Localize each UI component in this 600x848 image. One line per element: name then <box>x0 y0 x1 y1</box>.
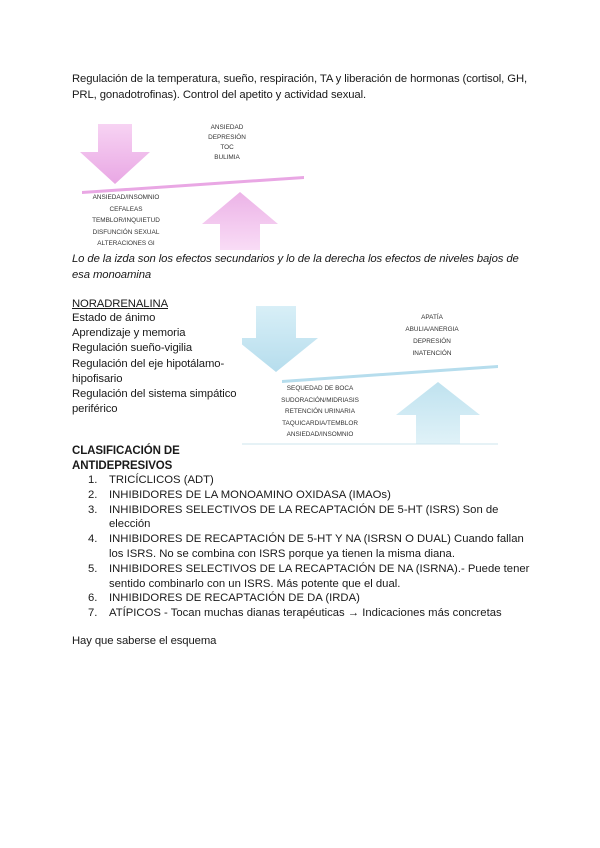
side-effect: RETENCIÓN URINARIA <box>285 408 355 415</box>
function-item: Aprendizaje y memoria <box>72 327 186 340</box>
low-level-effect: DEPRESIÓN <box>413 338 451 345</box>
function-item: Regulación del eje hipotálamo-hipofisario <box>72 357 225 385</box>
up-arrow <box>202 192 278 250</box>
low-level-effect: ANSIEDAD <box>210 124 244 131</box>
list-item: 1. TRICÍCLICOS (ADT) <box>88 474 214 486</box>
list-item: 6. INHIBIDORES DE RECAPTACIÓN DE DA (IRDA) <box>88 592 360 605</box>
list-item: 2. INHIBIDORES DE LA MONOAMINO OXIDASA (IMAOs) <box>88 488 391 501</box>
side-effect: ANSIEDAD/INSOMNIO <box>92 194 160 201</box>
noradrenalina-functions <box>72 311 242 417</box>
noradrenalina-title: NORADRENALINA <box>72 298 168 310</box>
intro-paragraph: Regulación de la temperatura, sueño, respiración, TA y liberación de hormonas (cortisol, GH, PRL, gonadotrofinas). Control del apetito y actividad sexual. <box>72 73 528 101</box>
low-level-effect: APATÍA <box>421 314 443 321</box>
serotonin-low-level-effects <box>192 123 262 163</box>
side-effect: SEQUEDAD DE BOCA <box>286 385 354 392</box>
list-item: 5. INHIBIDORES SELECTIVOS DE LA RECAPTACIÓN DE NA (ISRNA).- Puede tener sentido combinarlo con un ISRS. Más potente que el dual. <box>88 562 530 590</box>
side-effect: TAQUICARDIA/TEMBLOR <box>282 419 358 427</box>
noradrenaline-diagram <box>242 300 500 446</box>
list-item: 3. INHIBIDORES SELECTIVOS DE LA RECAPTACIÓN DE 5-HT (ISRS) Son de elección <box>88 503 499 531</box>
function-item: Regulación sueño-vigilia <box>72 342 193 355</box>
side-effect: ALTERACIONES GI <box>97 240 155 247</box>
side-effect: SUDORACIÓN/MIDRIASIS <box>281 396 359 404</box>
footer-note: Hay que saberse el esquema <box>72 635 217 647</box>
low-level-effect: ABULIA/ANERGIA <box>405 326 459 333</box>
low-level-effect: INATENCIÓN <box>412 350 452 357</box>
side-effect: ANSIEDAD/INSOMNIO <box>286 431 354 438</box>
serotonin-side-effects <box>83 192 169 250</box>
noradrenaline-low-level-effects <box>396 312 468 360</box>
side-effect: CEFALEAS <box>109 205 143 213</box>
up-arrow <box>396 382 480 444</box>
serotonin-diagram <box>80 120 310 250</box>
low-level-effect: BULIMIA <box>214 154 240 161</box>
low-level-effect: TOC <box>220 144 234 151</box>
function-item: Estado de ánimo <box>72 312 156 324</box>
side-effect: DISFUNCIÓN SEXUAL <box>92 228 160 236</box>
seesaw-bar <box>282 365 498 383</box>
list-item: 7. ATÍPICOS - Tocan muchas dianas terapéuticas → Indicaciones más concretas <box>88 607 502 620</box>
antidepressant-classification-list <box>72 473 532 621</box>
down-arrow <box>242 306 318 372</box>
diagram-caption: Lo de la izda son los efectos secundarios y lo de la derecha los efectos de niveles bajos de esa monoamina <box>72 253 519 281</box>
classification-title: CLASIFICACIÓN DE ANTIDEPRESIVOS <box>72 445 180 472</box>
low-level-effect: DEPRESIÓN <box>208 134 246 141</box>
list-item: 4. INHIBIDORES DE RECAPTACIÓN DE 5-HT Y NA (ISRSN O DUAL) Cuando fallan los ISRS. No se combina con ISRS porque ya tienen la misma diana. <box>88 533 524 560</box>
function-item: Regulación del sistema simpático periférico <box>72 388 237 416</box>
down-arrow <box>80 124 150 184</box>
side-effect: TEMBLOR/INQUIETUD <box>92 217 160 224</box>
noradrenaline-side-effects <box>270 383 370 441</box>
